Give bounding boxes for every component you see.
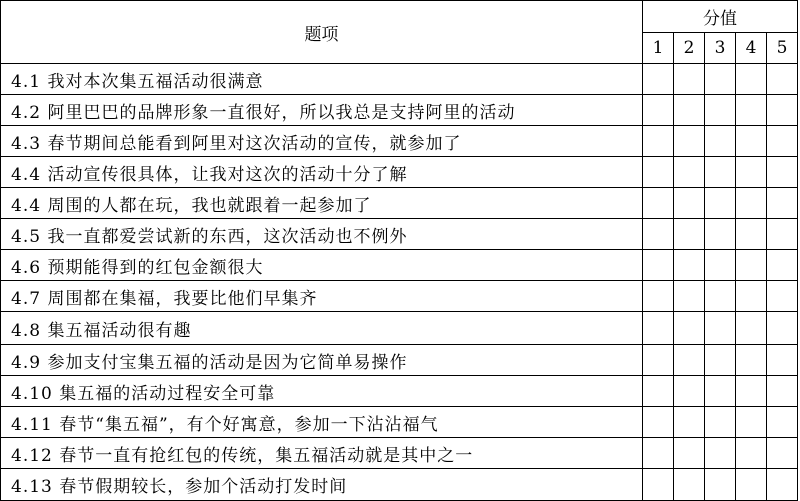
score-cell-4[interactable] — [736, 345, 767, 376]
score-cell-5[interactable] — [767, 64, 798, 95]
item-text: 4.6 预期能得到的红包金额很大 — [1, 250, 643, 281]
item-text: 4.11 春节“集五福”，有个好寓意，参加一下沾沾福气 — [1, 407, 643, 438]
scale-2-header: 2 — [674, 33, 705, 64]
score-cell-5[interactable] — [767, 438, 798, 469]
scale-5-header: 5 — [767, 33, 798, 64]
score-cell-4[interactable] — [736, 376, 767, 407]
item-text: 4.4 活动宣传很具体，让我对这次的活动十分了解 — [1, 157, 643, 188]
scale-3-header: 3 — [705, 33, 736, 64]
item-column-header: 题项 — [1, 1, 643, 64]
score-cell-3[interactable] — [705, 126, 736, 157]
score-cell-4[interactable] — [736, 157, 767, 188]
score-cell-3[interactable] — [705, 157, 736, 188]
score-cell-1[interactable] — [643, 250, 674, 281]
score-cell-2[interactable] — [674, 438, 705, 469]
score-cell-3[interactable] — [705, 281, 736, 312]
table-row — [1, 157, 798, 188]
item-text: 4.2 阿里巴巴的品牌形象一直很好，所以我总是支持阿里的活动 — [1, 95, 643, 126]
survey-body — [1, 64, 798, 501]
item-text: 4.12 春节一直有抢红包的传统，集五福活动就是其中之一 — [1, 438, 643, 469]
score-cell-2[interactable] — [674, 281, 705, 312]
table-row — [1, 95, 798, 126]
score-cell-5[interactable] — [767, 157, 798, 188]
score-cell-5[interactable] — [767, 407, 798, 438]
score-cell-3[interactable] — [705, 95, 736, 126]
score-cell-1[interactable] — [643, 64, 674, 95]
score-cell-3[interactable] — [705, 250, 736, 281]
score-cell-2[interactable] — [674, 407, 705, 438]
table-row — [1, 438, 798, 469]
score-cell-3[interactable] — [705, 438, 736, 469]
header-row-score — [1, 1, 798, 33]
score-cell-4[interactable] — [736, 469, 767, 501]
score-cell-3[interactable] — [705, 376, 736, 407]
item-text: 4.7 周围都在集福，我要比他们早集齐 — [1, 281, 643, 312]
score-cell-2[interactable] — [674, 250, 705, 281]
score-cell-5[interactable] — [767, 376, 798, 407]
score-cell-2[interactable] — [674, 376, 705, 407]
table-row — [1, 407, 798, 438]
score-cell-1[interactable] — [643, 438, 674, 469]
score-cell-5[interactable] — [767, 250, 798, 281]
score-cell-5[interactable] — [767, 219, 798, 250]
item-text: 4.9 参加支付宝集五福的活动是因为它简单易操作 — [1, 345, 643, 376]
score-cell-2[interactable] — [674, 312, 705, 345]
score-cell-1[interactable] — [643, 157, 674, 188]
score-cell-2[interactable] — [674, 188, 705, 219]
table-row — [1, 126, 798, 157]
table-row — [1, 376, 798, 407]
score-cell-4[interactable] — [736, 188, 767, 219]
score-cell-3[interactable] — [705, 312, 736, 345]
item-text: 4.3 春节期间总能看到阿里对这次活动的宣传，就参加了 — [1, 126, 643, 157]
score-cell-5[interactable] — [767, 188, 798, 219]
score-cell-1[interactable] — [643, 376, 674, 407]
score-cell-3[interactable] — [705, 219, 736, 250]
score-cell-5[interactable] — [767, 469, 798, 501]
score-cell-2[interactable] — [674, 95, 705, 126]
score-cell-3[interactable] — [705, 469, 736, 501]
score-cell-1[interactable] — [643, 345, 674, 376]
score-cell-1[interactable] — [643, 281, 674, 312]
item-text: 4.1 我对本次集五福活动很满意 — [1, 64, 643, 95]
score-cell-2[interactable] — [674, 157, 705, 188]
score-cell-5[interactable] — [767, 312, 798, 345]
table-row — [1, 64, 798, 95]
score-cell-1[interactable] — [643, 126, 674, 157]
score-cell-1[interactable] — [643, 312, 674, 345]
score-cell-3[interactable] — [705, 188, 736, 219]
score-cell-5[interactable] — [767, 281, 798, 312]
score-cell-2[interactable] — [674, 64, 705, 95]
score-cell-4[interactable] — [736, 407, 767, 438]
scale-4-header: 4 — [736, 33, 767, 64]
table-row — [1, 281, 798, 312]
score-cell-3[interactable] — [705, 345, 736, 376]
score-cell-4[interactable] — [736, 281, 767, 312]
score-cell-4[interactable] — [736, 438, 767, 469]
score-cell-5[interactable] — [767, 95, 798, 126]
table-row — [1, 345, 798, 376]
score-cell-4[interactable] — [736, 312, 767, 345]
score-cell-4[interactable] — [736, 95, 767, 126]
table-row — [1, 469, 798, 501]
item-text: 4.4 周围的人都在玩，我也就跟着一起参加了 — [1, 188, 643, 219]
score-cell-5[interactable] — [767, 126, 798, 157]
score-cell-1[interactable] — [643, 407, 674, 438]
score-cell-3[interactable] — [705, 64, 736, 95]
table-row — [1, 250, 798, 281]
score-cell-1[interactable] — [643, 95, 674, 126]
score-cell-2[interactable] — [674, 345, 705, 376]
score-cell-5[interactable] — [767, 345, 798, 376]
score-cell-4[interactable] — [736, 64, 767, 95]
score-cell-4[interactable] — [736, 250, 767, 281]
table-row — [1, 219, 798, 250]
score-cell-3[interactable] — [705, 407, 736, 438]
item-text: 4.8 集五福活动很有趣 — [1, 312, 643, 345]
table-row — [1, 188, 798, 219]
item-text: 4.10 集五福的活动过程安全可靠 — [1, 376, 643, 407]
score-cell-1[interactable] — [643, 469, 674, 501]
item-text: 4.5 我一直都爱尝试新的东西，这次活动也不例外 — [1, 219, 643, 250]
score-cell-4[interactable] — [736, 219, 767, 250]
scale-1-header: 1 — [643, 33, 674, 64]
score-cell-2[interactable] — [674, 126, 705, 157]
score-column-header: 分值 — [643, 1, 798, 33]
score-cell-1[interactable] — [643, 188, 674, 219]
score-cell-2[interactable] — [674, 219, 705, 250]
score-cell-2[interactable] — [674, 469, 705, 501]
table-row — [1, 312, 798, 345]
score-cell-1[interactable] — [643, 219, 674, 250]
item-text: 4.13 春节假期较长，参加个活动打发时间 — [1, 469, 643, 501]
score-cell-4[interactable] — [736, 126, 767, 157]
